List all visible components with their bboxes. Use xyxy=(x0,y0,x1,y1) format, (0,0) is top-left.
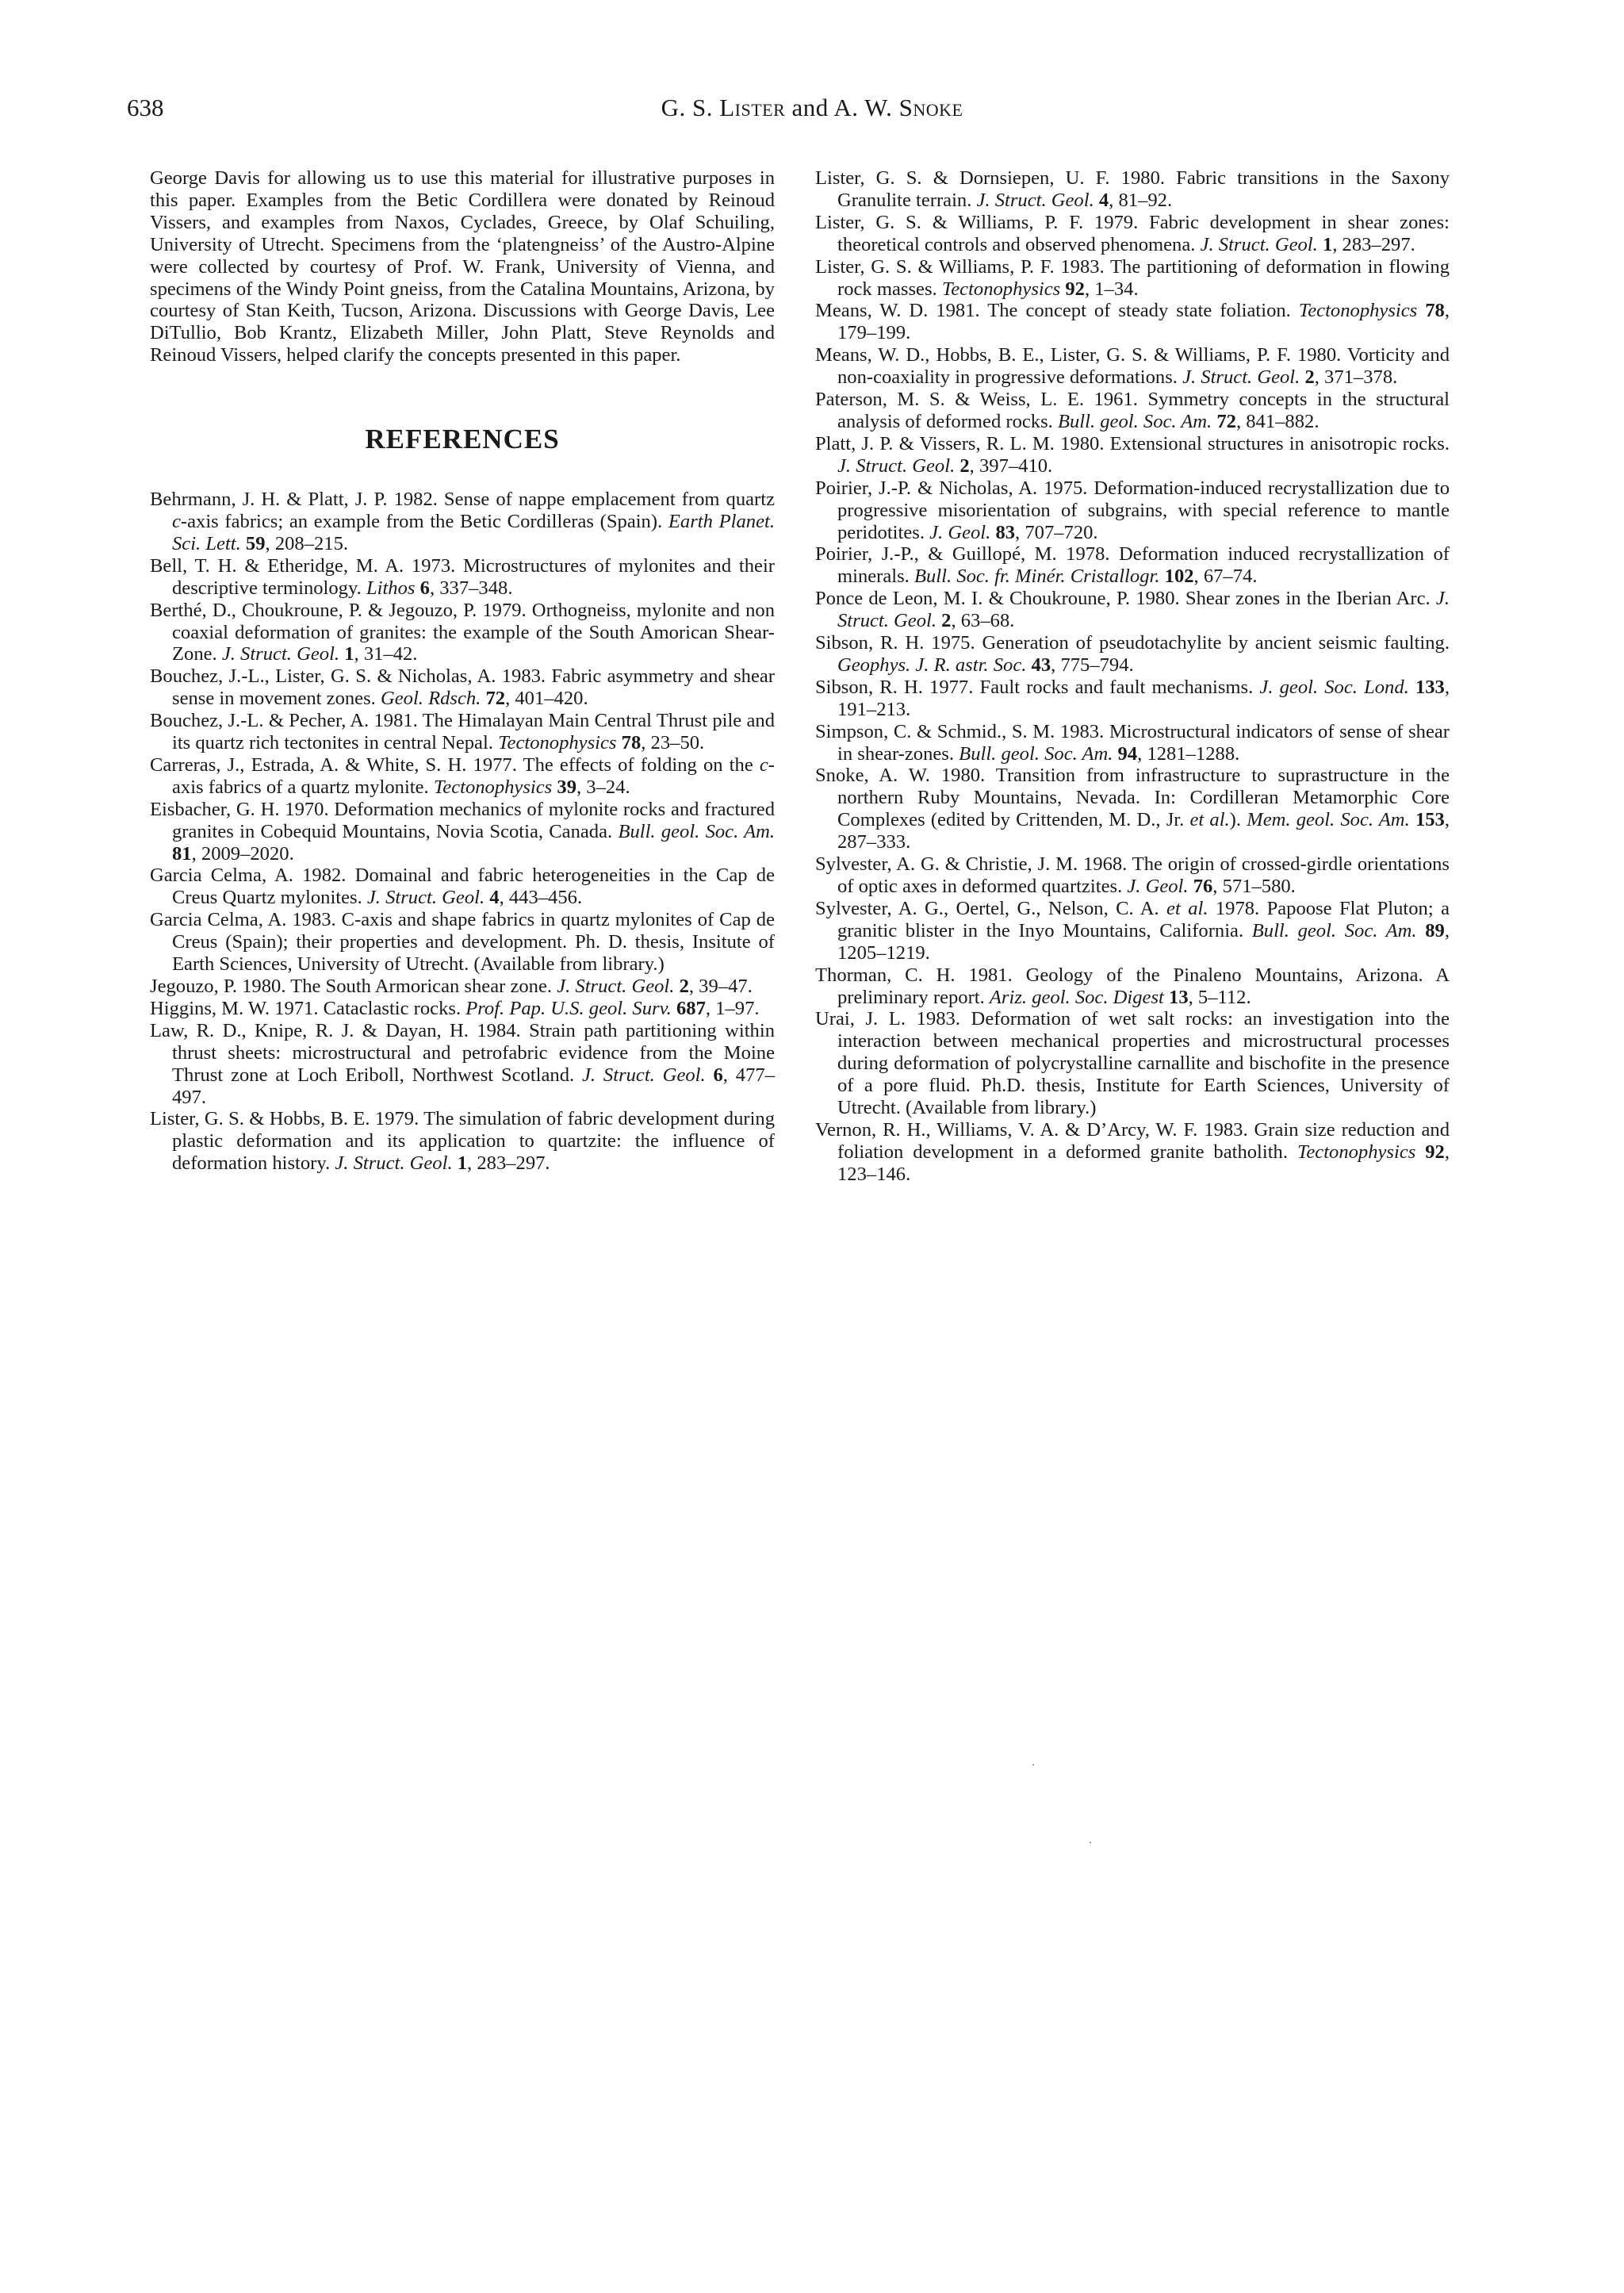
reference-entry xyxy=(815,721,1450,765)
reference-journal: J. Struct. Geol. xyxy=(976,189,1094,211)
reference-pages: , 397–410. xyxy=(969,454,1053,477)
reference-volume: 78 xyxy=(621,732,642,754)
reference-volume: 2 xyxy=(959,454,970,477)
reference-volume: 1 xyxy=(344,643,354,665)
reference-entry xyxy=(815,433,1450,477)
reference-journal: Lithos xyxy=(366,577,416,599)
author-conjunction: and xyxy=(785,94,834,121)
reference-text: Poirier, J.-P. & Nicholas, A. 1975. Deformation-induced recrystallization due to progressive misorientation of subgrains, with special reference to mantle peridotites. xyxy=(815,477,1450,543)
reference-pages: , 2009–2020. xyxy=(191,842,294,865)
reference-text: Higgins, M. W. 1971. Cataclastic rocks. xyxy=(150,997,466,1019)
reference-italic: c xyxy=(172,510,181,532)
reference-journal: Earth Planet. Sci. Lett. xyxy=(172,510,775,554)
reference-journal: J. Geol. xyxy=(929,521,991,543)
reference-text: Garcia Celma, A. 1983. C-axis and shape fabrics in quartz mylonites of Cap de Creus (Spain); their properties and development. Ph. D. thesis, Insitute of Earth Sciences, University of Utrecht. (Available from library.) xyxy=(150,909,775,976)
reference-pages: , 1281–1288. xyxy=(1137,742,1240,765)
reference-entry xyxy=(150,998,775,1020)
reference-volume: 92 xyxy=(1425,1141,1445,1163)
reference-volume: 76 xyxy=(1193,876,1213,897)
reference-italic: et al. xyxy=(1166,897,1208,919)
author2-surname: Snoke xyxy=(898,94,963,121)
reference-volume: 2 xyxy=(941,610,952,632)
reference-volume: 94 xyxy=(1117,742,1138,765)
reference-text: Means, W. D. 1981. The concept of steady state foliation. xyxy=(815,300,1299,322)
reference-journal: Mem. geol. Soc. Am. xyxy=(1247,809,1410,831)
reference-volume: 81 xyxy=(172,842,192,865)
reference-text: Vernon, R. H., Williams, V. A. & D’Arcy, W. F. 1983. Grain size reduction and foliation development in a deformed granite batholith. xyxy=(815,1118,1450,1163)
reference-journal: J. geol. Soc. Lond. xyxy=(1259,676,1409,698)
reference-journal: J. Struct. Geol. xyxy=(582,1064,706,1086)
reference-text: Bouchez, J.-L. & Pecher, A. 1981. The Himalayan Main Central Thrust pile and its quartz rich tectonites in central Nepal. xyxy=(150,710,775,754)
reference-text: Jegouzo, P. 1980. The South Armorican shear zone. xyxy=(150,976,557,997)
reference-entry xyxy=(150,1020,775,1109)
reference-pages: , 337–348. xyxy=(429,577,513,599)
reference-italic: c xyxy=(759,753,768,776)
running-head xyxy=(0,94,1624,122)
reference-title: -axis fabrics of a quartz mylonite. xyxy=(172,753,775,798)
reference-volume: 102 xyxy=(1164,566,1194,588)
reference-text: Means, W. D., Hobbs, B. E., Lister, G. S. & Williams, P. F. 1980. Vorticity and non-coaxiality in progressive deformations. xyxy=(815,344,1450,389)
reference-journal: J. Struct. Geol. xyxy=(837,588,1450,632)
reference-entry xyxy=(150,909,775,976)
references-list-left xyxy=(150,489,775,1175)
reference-entry xyxy=(815,167,1450,212)
reference-entry xyxy=(815,588,1450,632)
reference-journal: Bull. Soc. fr. Minér. Cristallogr. xyxy=(914,566,1160,588)
reference-volume: 89 xyxy=(1425,919,1445,941)
reference-pages: , 1205–1219. xyxy=(837,919,1450,964)
reference-entry xyxy=(150,865,775,909)
reference-entry xyxy=(815,765,1450,853)
reference-pages: , 1–34. xyxy=(1084,278,1139,300)
reference-entry xyxy=(815,632,1450,677)
reference-journal: J. Struct. Geol. xyxy=(1182,366,1300,389)
reference-text: Snoke, A. W. 1980. Transition from infrastructure to suprastructure in the northern Ruby Mountains, Nevada. In: Cordilleran Metamorphic Core Complexes (edited by Crittenden, M. D., Jr. xyxy=(815,765,1450,831)
reference-pages: , 31–42. xyxy=(354,643,418,665)
reference-volume: 72 xyxy=(1216,410,1236,432)
reference-entry xyxy=(815,853,1450,898)
reference-text: Bell, T. H. & Etheridge, M. A. 1973. Microstructures of mylonites and their descriptive terminology. xyxy=(150,554,775,599)
reference-journal: J. Geol. xyxy=(1127,876,1189,897)
reference-journal: J. Struct. Geol. xyxy=(335,1152,453,1175)
reference-text: Lister, G. S. & Dornsiepen, U. F. 1980. Fabric transitions in the Saxony Granulite terrain. xyxy=(815,167,1450,211)
reference-entry xyxy=(150,710,775,754)
reference-text: Berthé, D., Choukroune, P. & Jegouzo, P. 1979. Orthogneiss, mylonite and non coaxial deformation of granites: the example of the South Amorican Shear-Zone. xyxy=(150,599,775,665)
reference-entry xyxy=(150,976,775,998)
reference-pages: , 775–794. xyxy=(1051,654,1134,676)
reference-pages: , 63–68. xyxy=(951,610,1015,632)
reference-volume: 1 xyxy=(457,1152,468,1175)
reference-volume: 2 xyxy=(1304,366,1315,389)
reference-pages: , 287–333. xyxy=(837,809,1450,853)
reference-journal: Tectonophysics xyxy=(1298,300,1418,322)
reference-entry xyxy=(150,1108,775,1175)
reference-text: Simpson, C. & Schmid., S. M. 1983. Microstructural indicators of sense of shear in shear-zones. xyxy=(815,720,1450,765)
reference-pages: , 67–74. xyxy=(1193,566,1258,588)
reference-entry xyxy=(150,799,775,865)
reference-pages: , 401–420. xyxy=(505,688,588,710)
reference-volume: 6 xyxy=(713,1064,723,1086)
reference-volume: 153 xyxy=(1415,809,1445,831)
reference-pages: , 39–47. xyxy=(688,976,753,997)
reference-title: ). xyxy=(1229,809,1247,831)
reference-entry xyxy=(815,344,1450,389)
reference-journal: Bull. geol. Soc. Am. xyxy=(618,820,775,842)
reference-text: Poirier, J.-P., & Guillopé, M. 1978. Deformation induced recrystallization of minerals. xyxy=(815,543,1450,588)
reference-entry xyxy=(150,555,775,600)
reference-journal: J. Struct. Geol. xyxy=(221,643,340,665)
references-list-right xyxy=(815,167,1450,1186)
reference-text: Lister, G. S. & Williams, P. F. 1983. The partitioning of deformation in flowing rock masses. xyxy=(815,255,1450,300)
reference-journal: Prof. Pap. U.S. geol. Surv. xyxy=(465,997,672,1019)
reference-text: Platt, J. P. & Vissers, R. L. M. 1980. Extensional structures in anisotropic rocks. xyxy=(815,432,1450,454)
reference-title: 1978. Papoose Flat Pluton; a granitic blister in the Inyo Mountains, California. xyxy=(837,897,1450,941)
author1-initials: G. S. xyxy=(661,94,720,121)
reference-journal: J. Struct. Geol. xyxy=(557,976,675,997)
reference-entry xyxy=(150,489,775,555)
reference-text: Lister, G. S. & Williams, P. F. 1979. Fabric development in shear zones: theoretical controls and observed phenomena. xyxy=(815,211,1450,255)
reference-text: Urai, J. L. 1983. Deformation of wet salt rocks: an investigation into the interaction between mechanical properties and microstructural processes during deformation of polycrystalline carnallite and bischofite in the presence of a pore fluid. Ph.D. thesis, Institute for Earth Sciences, University of Utrecht. (Available from library.) xyxy=(815,1008,1450,1119)
reference-pages: , 707–720. xyxy=(1015,521,1098,543)
references-heading: REFERENCES xyxy=(365,424,560,455)
reference-volume: 1 xyxy=(1322,233,1333,255)
reference-pages: , 191–213. xyxy=(837,676,1450,720)
author2-initials: A. W. xyxy=(833,94,899,121)
reference-journal: Tectonophysics xyxy=(941,278,1061,300)
reference-text: Carreras, J., Estrada, A. & White, S. H. 1977. The effects of folding on the xyxy=(150,753,760,776)
reference-text: Sylvester, A. G., Oertel, G., Nelson, C. A. xyxy=(815,897,1167,919)
reference-volume: 43 xyxy=(1031,654,1051,676)
reference-text: Lister, G. S. & Hobbs, B. E. 1979. The simulation of fabric development during plastic deformation and its application to quartzite: the influence of deformation history. xyxy=(150,1108,775,1175)
reference-entry xyxy=(815,212,1450,256)
reference-entry xyxy=(815,543,1450,588)
reference-text: Sylvester, A. G. & Christie, J. M. 1968. The origin of crossed-girdle orientations of optic axes in deformed quartzites. xyxy=(815,853,1450,897)
reference-pages: , 23–50. xyxy=(641,732,705,754)
reference-text: Law, R. D., Knipe, R. J. & Dayan, H. 1984. Strain path partitioning within thrust sheets: microstructural and petrofabric evidence from the Moine Thrust zone at Loch Eriboll, Northwest Scotland. xyxy=(150,1019,775,1086)
reference-pages: , 123–146. xyxy=(837,1141,1450,1185)
reference-journal: J. Struct. Geol. xyxy=(1200,233,1318,255)
reference-volume: 6 xyxy=(419,577,430,599)
reference-journal: Geophys. J. R. astr. Soc. xyxy=(837,654,1027,676)
reference-entry xyxy=(815,1008,1450,1119)
left-column xyxy=(150,167,775,1175)
reference-volume: 72 xyxy=(485,688,506,710)
reference-volume: 133 xyxy=(1415,676,1445,698)
reference-entry xyxy=(815,898,1450,964)
reference-pages: , 81–92. xyxy=(1109,189,1173,211)
reference-entry xyxy=(815,964,1450,1009)
reference-journal: Bull. geol. Soc. Am. xyxy=(959,742,1113,765)
reference-journal: Geol. Rdsch. xyxy=(380,688,481,710)
reference-text: Thorman, C. H. 1981. Geology of the Pinaleno Mountains, Arizona. A preliminary report. xyxy=(815,964,1450,1008)
reference-volume: 687 xyxy=(676,997,706,1019)
reference-journal: Tectonophysics xyxy=(1297,1141,1416,1163)
reference-entry xyxy=(815,300,1450,344)
reference-text: Paterson, M. S. & Weiss, L. E. 1961. Symmetry concepts in the structural analysis of deformed rocks. xyxy=(815,389,1450,432)
reference-text: Ponce de Leon, M. I. & Choukroune, P. 1980. Shear zones in the Iberian Arc. xyxy=(815,588,1436,610)
reference-volume: 2 xyxy=(679,976,689,997)
reference-pages: , 3–24. xyxy=(576,776,630,798)
right-column xyxy=(815,167,1450,1186)
scan-speck xyxy=(1032,1764,1034,1766)
reference-journal: Tectonophysics xyxy=(433,776,553,798)
reference-pages: , 1–97. xyxy=(705,997,760,1019)
reference-entry xyxy=(815,1119,1450,1186)
author1-surname: Lister xyxy=(719,94,786,121)
reference-italic: et al. xyxy=(1189,809,1230,831)
reference-entry xyxy=(815,477,1450,544)
reference-volume: 13 xyxy=(1169,986,1189,1008)
page-number: 638 xyxy=(127,94,164,121)
reference-volume: 4 xyxy=(489,887,500,909)
reference-pages: , 477–497. xyxy=(172,1064,775,1108)
reference-entry xyxy=(150,600,775,666)
reference-text: Behrmann, J. H. & Platt, J. P. 1982. Sense of nappe emplacement from quartz xyxy=(150,489,775,511)
reference-pages: , 443–456. xyxy=(499,887,583,909)
reference-pages: , 841–882. xyxy=(1235,410,1320,432)
reference-volume: 83 xyxy=(995,521,1016,543)
reference-journal: J. Struct. Geol. xyxy=(837,454,956,477)
reference-text: Sibson, R. H. 1975. Generation of pseudotachylite by ancient seismic faulting. xyxy=(815,632,1450,654)
reference-journal: J. Struct. Geol. xyxy=(366,887,485,909)
reference-pages: , 283–297. xyxy=(1332,233,1415,255)
reference-entry xyxy=(815,677,1450,721)
reference-pages: , 179–199. xyxy=(837,300,1450,344)
reference-text: Garcia Celma, A. 1982. Domainal and fabric heterogeneities in the Cap de Creus Quartz mylonites. xyxy=(150,865,775,909)
reference-journal: Ariz. geol. Soc. Digest xyxy=(989,986,1164,1008)
reference-entry xyxy=(150,665,775,710)
reference-pages: , 371–378. xyxy=(1314,366,1398,389)
reference-text: Eisbacher, G. H. 1970. Deformation mechanics of mylonite rocks and fractured granites in Cobequid Mountains, Novia Scotia, Canada. xyxy=(150,798,775,842)
reference-entry xyxy=(815,256,1450,301)
reference-entry xyxy=(815,389,1450,433)
reference-entry xyxy=(150,754,775,799)
scan-speck xyxy=(1090,1842,1091,1843)
reference-volume: 59 xyxy=(245,532,266,554)
reference-journal: Bull. geol. Soc. Am. xyxy=(1057,410,1212,432)
reference-volume: 4 xyxy=(1098,189,1109,211)
reference-pages: , 208–215. xyxy=(265,532,349,554)
page-header xyxy=(0,94,1624,130)
reference-volume: 39 xyxy=(557,776,576,798)
reference-volume: 92 xyxy=(1065,278,1085,300)
reference-pages: , 5–112. xyxy=(1188,986,1251,1008)
reference-text: Sibson, R. H. 1977. Fault rocks and fault mechanisms. xyxy=(815,676,1260,698)
reference-journal: Bull. geol. Soc. Am. xyxy=(1251,919,1417,941)
reference-text: Bouchez, J.-L., Lister, G. S. & Nicholas, A. 1983. Fabric asymmetry and shear sense in movement zones. xyxy=(150,665,775,710)
reference-volume: 78 xyxy=(1425,300,1445,322)
reference-pages: , 571–580. xyxy=(1212,876,1296,897)
reference-pages: , 283–297. xyxy=(467,1152,550,1175)
reference-journal: Tectonophysics xyxy=(498,732,617,754)
acknowledgement-paragraph: George Davis for allowing us to use this material for illustrative purposes in this paper. Examples from the Betic Cordillera were donated by Reinoud Vissers, and examples from Naxos, Cyclades, Greece, by Olaf Schuiling, University of Utrecht. Specimens from the ‘platengneiss’ of the Austro-Alpine were collected by courtesy of Prof. W. Frank, University of Vienna, and specimens of the Windy Point gneiss, from the Catalina Mountains, Arizona, by courtesy of Stan Keith, Tucson, Arizona. Discussions with George Davis, Lee DiTullio, Bob Krantz, Elizabeth Miller, John Platt, Steve Reynolds and Reinoud Vissers, helped clarify the concepts presented in this paper. xyxy=(150,167,775,366)
reference-title: -axis fabrics; an example from the Betic Cordilleras (Spain). xyxy=(180,510,668,532)
